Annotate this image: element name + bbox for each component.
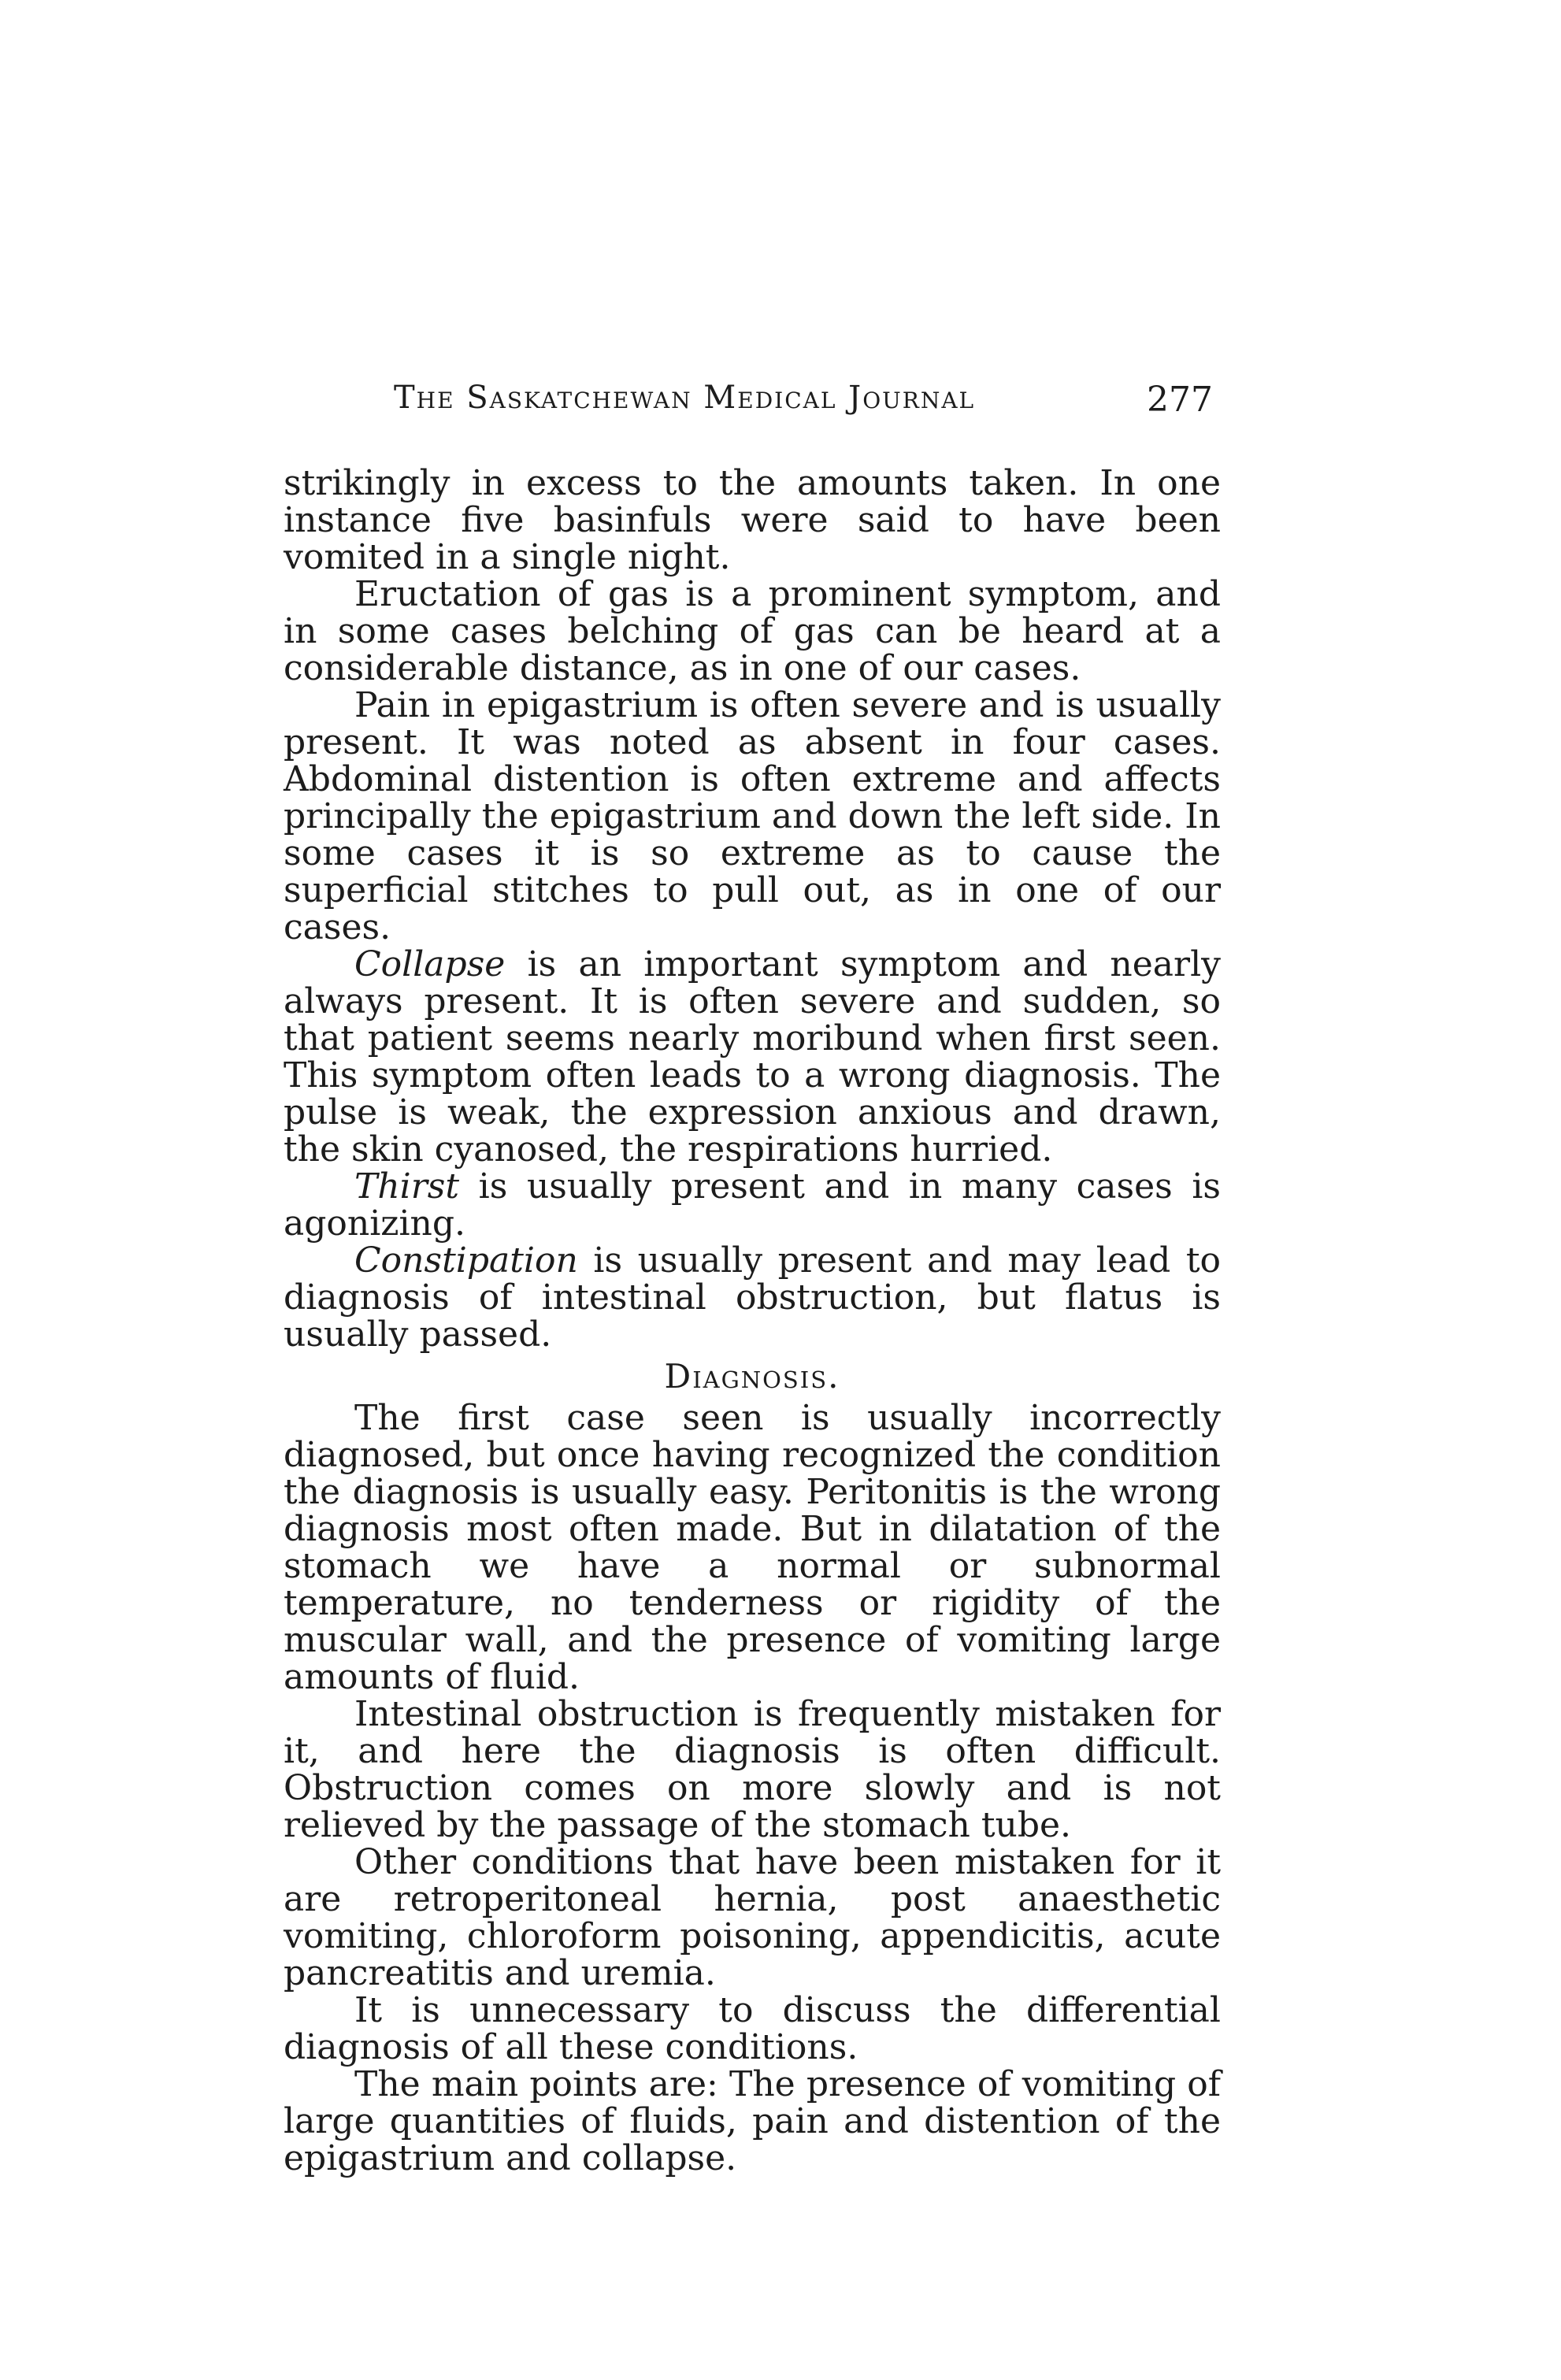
paragraph-differential: It is unnecessary to discuss the differential diagnosis of all these conditions. — [284, 1990, 1221, 2067]
paragraph-pain-distention: Pain in epigastrium is often severe and is usually present. It was noted as absent in four cases. Abdominal distention is often extreme and affects principally the epigastrium and down the left side. In some cases it is so extreme as to cause the superficial stitches to pull out, as in one of our cases. — [284, 685, 1221, 947]
running-head — [394, 380, 1213, 427]
term-thirst: Thirst — [354, 1166, 460, 1207]
paragraph-collapse — [284, 946, 1221, 1168]
term-constipation: Constipation — [354, 1240, 578, 1281]
paragraph-other-conditions: Other conditions that have been mistaken for it are retroperitoneal hernia, post anaesthetic vomiting, chloroform poisoning, appendicitis, acute pancreatitis and uremia. — [284, 1842, 1221, 1993]
paragraph-main-points: The main points are: The presence of vomiting of large quantities of fluids, pain and distention of the epigastrium and collapse. — [284, 2064, 1221, 2178]
page-number: 277 — [1147, 380, 1213, 420]
paragraph-thirst-text: is usually present and in many cases is agonizing. — [284, 1166, 1221, 1244]
journal-title: The Saskatchewan Medical Journal — [394, 380, 976, 416]
paragraph-eructation: Eructation of gas is a prominent symptom, and in some cases belching of gas can be heard at a considerable distance, as in one of our cases. — [284, 574, 1221, 688]
paragraph-thirst — [284, 1168, 1221, 1242]
term-collapse: Collapse — [354, 944, 506, 984]
paragraph-constipation-text: is usually present and may lead to diagnosis of intestinal obstruction, but flatus is usually passed. — [284, 1240, 1221, 1355]
paragraph-first-case: The first case seen is usually incorrectly diagnosed, but once having recognized the condition the diagnosis is usually easy. Peritonitis is the wrong diagnosis most often made. But in dilatation of the stomach we have a normal or subnormal temperature, no tenderness or rigidity of the muscular wall, and the presence of vomiting large amounts of fluid. — [284, 1398, 1221, 1697]
section-heading-diagnosis: Diagnosis. — [664, 1357, 840, 1396]
paragraph-intestinal-obstruction: Intestinal obstruction is frequently mistaken for it, and here the diagnosis is often difficult. Obstruction comes on more slowly and is not relieved by the passage of the stomach tube. — [284, 1694, 1221, 1845]
article-body — [284, 465, 1221, 2177]
paragraph-constipation — [284, 1242, 1221, 1353]
paragraph-collapse-text: is an important symptom and nearly always present. It is often severe and sudden, so that patient seems nearly moribund when first seen. This symptom often leads to a wrong diagnosis. The pulse is weak, the expression anxious and drawn, the skin cyanosed, the respirations hurried. — [284, 944, 1221, 1170]
paragraph-vomiting-continued: strikingly in excess to the amounts taken. In one instance five basinfuls were said to have been vomited in a single night. — [284, 463, 1221, 577]
